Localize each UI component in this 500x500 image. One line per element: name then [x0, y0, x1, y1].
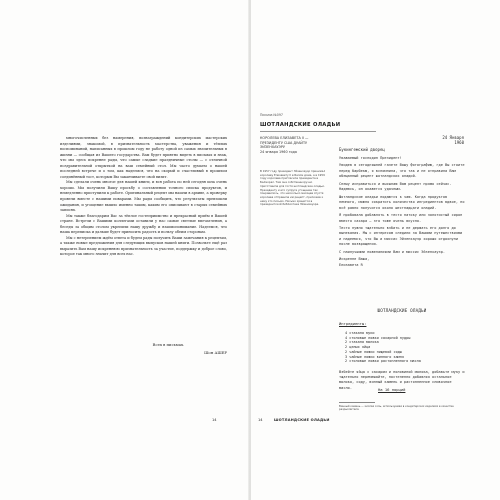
- section-title: ШОТЛАНДСКИЕ ОЛАДЬИ: [260, 122, 341, 128]
- ingredients-list: [345, 331, 455, 364]
- sidebar-heading: [260, 136, 328, 154]
- letter-paragraph: Я пробовала добавлять в тесто патоку или золотистый сироп вместо сахара — это тоже очень вкусно.: [339, 213, 463, 223]
- letter-date: [424, 135, 464, 145]
- sidebar-caption: В 1957 году президент Эйзенхауэр принимал королеву Елизавету II в Белом доме, а в 1959 году королева пригласила президента в Балморал. Там она собственноручно приготовила для гостя шотландские оладьи. Президенту и его супруге угощение так понравилось, что несколько месяцев спустя королева отправила им рецепт, приложив к нему это письмо. Письмо хранится в президентской библиотеке Эйзенхауэра.: [260, 169, 326, 207]
- recipe-portions: На 16 порций: [378, 387, 406, 392]
- running-head: Письма №097: [260, 113, 283, 117]
- left-paragraph: Мы сделали очень многое для нашей книги, и вся работа по ней сегодня шла очень хорошо. Мы получили Вашу просьбу о составлении точного списка продуктов, и немедленно приступили к работе. Оригинальный рецепт мы нашли в архиве, а проверку провели вместе с нашими поварами. Мы рады сообщить, что результаты превзошли ожидания, и угощение вышло именно таким, каким его описывают в старых семейных записях.: [60, 180, 227, 213]
- footnote: Винный камень — кислая соль, используемая в кондитерских изделиях в качестве разрыхлителя.: [339, 405, 454, 412]
- letter-date-year: 1960: [454, 140, 464, 145]
- footnote-rule: [339, 402, 375, 403]
- ingredient-item: 2 целых яйца: [345, 345, 371, 350]
- ingredient-item: 2 чайные ложки пищевой соды: [345, 349, 402, 354]
- letter-paragraph: Уважаемый господин Президент!: [339, 156, 402, 160]
- letter-date-day: 24 Января: [442, 135, 464, 140]
- ingredient-item: 4 стакана муки: [345, 331, 375, 335]
- letter-heading: Букингемский дворец: [339, 147, 385, 152]
- signoff-line: Елизавета R: [339, 262, 363, 267]
- page-number-left: 14: [212, 418, 217, 422]
- recipe-instructions: Взбейте яйца с сахаром и половиной молока, добавьте муку и тщательно перемешайте, постепенно добавляя остальное молоко, соду, винный камень и растопленное сливочное масло.: [339, 370, 465, 390]
- left-paragraph: многочисленных без намерения, вознаграждений кондитерских мастерских изделиями, знакомой, в признательность мастерства, уважения и тёплых воспоминаний, написанных в прошлом году не работу одной из самых значительных в жизни — сообщая из Вашего государства. Вам будет приятно видеть в письмах и знак, что мы здесь искренне рады, что самые сладкие праздничные столы — с отличной поздравительной открыткой на ваш семейный стол. Мы часто думаем о нашей последней встрече и о том, как надеемся, что на скорый и счастливый в прошлом соединённый тост, которым Вы заканчиваете свой визит.: [60, 136, 227, 179]
- closing-line: Всех в письмах.: [152, 342, 185, 347]
- letter-paragraph: Шотландские оладьи подаются к чаю. Когда продуктов немного, можно сократить количество ингредиентов вдвое, но всё равно получится около шестнадцати оладий.: [339, 194, 465, 210]
- letter-signoff: [339, 257, 465, 268]
- ingredient-item: 4 столовые ложки сахарной пудры: [345, 335, 411, 340]
- letter-paragraph: Тесто нужно тщательно взбить и не держать его долго до выпекания. Мы с интересом следили за Вашими путешествиями и надеемся, что Вы и миссис Эйзенхауэр хорошо отдохнули после возвращения.: [339, 225, 463, 247]
- letter-paragraph: С наилучшими пожеланиями Вам и миссис Эйзенхауэр.: [339, 249, 446, 254]
- letter-paragraph: Увидев в сегодняшней газете Вашу фотографию, где Вы стоите перед барбекю, я вспомнила, что так и не отправила Вам обещанный рецепт шотландских оладий.: [339, 163, 465, 179]
- left-closing-block: [60, 342, 227, 355]
- title-rule: [260, 131, 376, 132]
- ingredient-item: 2 столовые ложки растопленного масла: [345, 359, 421, 364]
- ingredient-item: 3 чайные ложки винного камня: [345, 354, 405, 359]
- ingredient-item: 2 стакана молока: [345, 340, 379, 345]
- sidebar-date-line: 24 января 1960 года: [260, 149, 297, 154]
- signoff-line: Искренне Ваша,: [339, 257, 370, 262]
- signature: Шон АШЕР: [204, 350, 227, 355]
- left-page: [0, 0, 249, 500]
- ingredients-label: Ингредиенты:: [339, 321, 367, 326]
- letter-paragraph: Спешу исправиться и высылаю Вам рецепт прямо сейчас. Надеюсь, он окажется удачным.: [339, 181, 452, 192]
- left-body-text: [60, 136, 227, 258]
- recipe-title: ШОТЛАНДСКИЕ ОЛАДЬИ: [377, 308, 427, 313]
- page-number-right: 14: [258, 418, 263, 422]
- running-foot: ШОТЛАНДСКИЕ ОЛАДЬИ: [274, 418, 330, 422]
- left-paragraph: Мы также благодарим Вас за тёплое гостеприимство и прекрасный приём в Вашей стране. Встречи с Вашими коллегами оставили у нас самые светлые впечатления, а беседы за общим столом укрепили нашу дружбу и взаимопонимание. Надеемся, что наша переписка и дальше будет приносить радость и пользу обеим сторонам.: [60, 213, 227, 235]
- letter-body: [339, 156, 465, 268]
- left-paragraph: Мы с нетерпением ждём ответа и будем рады получить Ваши замечания к рецептам, а также новые предложения для следующих выпусков нашей книги. Позвольте ещё раз выразить Вам нашу искреннюю признательность за участие, поддержку и доброе слово, которое так много значит для всех нас.: [60, 235, 227, 257]
- sidebar-heading-text: КОРОЛЕВА ЕЛИЗАВЕТА II — ПРЕЗИДЕНТУ США ДУАЙТУ ЭЙЗЕНХАУЭРУ: [260, 136, 309, 150]
